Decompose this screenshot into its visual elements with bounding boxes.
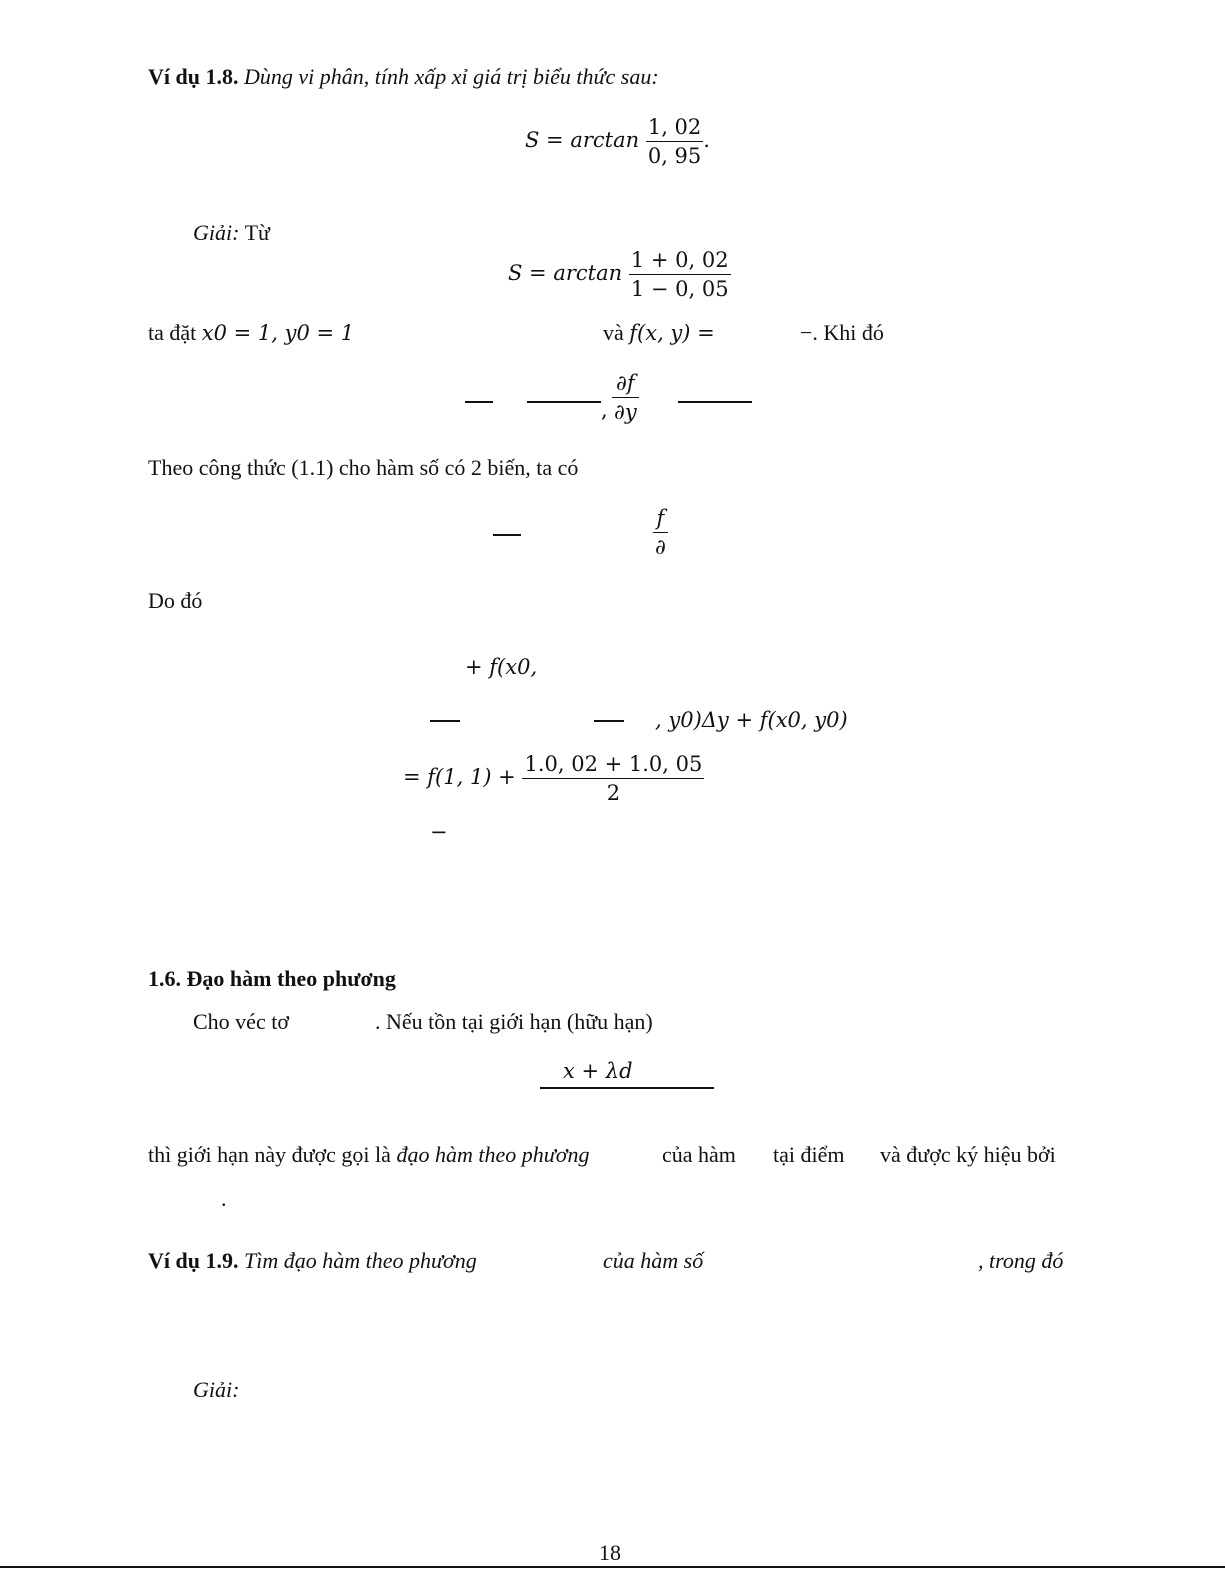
line3-lhs: = f(1, 1) + xyxy=(403,765,516,789)
comma: , xyxy=(601,398,608,422)
partial-f xyxy=(653,506,668,559)
page-bottom-rule xyxy=(0,1566,1225,1568)
fraction-bar xyxy=(493,534,521,536)
formula-reference-text: Theo công thức (1.1) cho hàm số có 2 biến, ta có xyxy=(148,455,579,480)
example-statement-c: , trong đó xyxy=(978,1248,1064,1273)
example-1-8-heading xyxy=(148,64,659,90)
set-prefix: ta đặt xyxy=(148,320,197,345)
example-1-9-heading xyxy=(148,1248,477,1274)
formula-period: . xyxy=(703,128,710,152)
fraction-bar xyxy=(430,720,460,722)
def-text-c: tại điểm xyxy=(773,1142,845,1167)
f-definition: f(x, y) = xyxy=(629,321,715,345)
partial-numerator: ∂f xyxy=(612,371,639,398)
def-term: đạo hàm theo phương xyxy=(396,1142,590,1167)
formula-s-arctan-1 xyxy=(525,115,710,168)
section-title: 1.6. Đạo hàm theo phương xyxy=(148,966,396,991)
def-end: . xyxy=(221,1186,227,1211)
formula-s-arctan-2 xyxy=(508,248,731,301)
function-definition-line xyxy=(603,320,715,346)
solution-intro xyxy=(193,220,270,246)
def-text-a: thì giới hạn này được gọi là xyxy=(148,1142,391,1167)
formula-fraction xyxy=(629,248,731,301)
partial-fy xyxy=(612,371,639,424)
fraction-numerator: 1.0, 02 + 1.0, 05 xyxy=(522,752,704,779)
fraction-bar xyxy=(678,401,752,403)
example-label: Ví dụ 1.9. xyxy=(148,1248,239,1273)
and-text: và xyxy=(603,320,624,345)
fraction-bar xyxy=(465,401,493,403)
section-intro-a: Cho véc tơ xyxy=(193,1009,289,1034)
example-statement-a: Tìm đạo hàm theo phương xyxy=(243,1248,477,1273)
fraction-denominator: 2 xyxy=(606,781,621,805)
fraction-bar xyxy=(527,401,601,403)
def-text-d: và được ký hiệu bởi xyxy=(880,1142,1056,1167)
formula-fraction xyxy=(646,115,703,168)
fraction-numerator: 1, 02 xyxy=(646,115,703,142)
partial-denominator: ∂ xyxy=(655,535,666,559)
definition-line xyxy=(148,1142,589,1168)
set-values: x0 = 1, y0 = 1 xyxy=(201,321,355,345)
fraction-numerator: 1 + 0, 02 xyxy=(629,248,731,275)
fraction-bar xyxy=(594,720,624,722)
partial-denominator: ∂y xyxy=(614,400,637,424)
derivation-line-3 xyxy=(403,752,704,805)
solution-label-2: Giải: xyxy=(193,1377,240,1402)
hence-text: Do đó xyxy=(148,588,203,613)
solution-text: Từ xyxy=(244,220,270,245)
example-label: Ví dụ 1.8. xyxy=(148,64,239,89)
derivation-line-1: + f(x0, xyxy=(465,655,538,679)
example-statement: Dùng vi phân, tính xấp xỉ giá trị biểu thức sau: xyxy=(243,64,659,89)
solution-label: Giải: xyxy=(193,220,240,245)
line3-fraction xyxy=(522,752,704,805)
page-number: 18 xyxy=(599,1540,621,1565)
limit-numerator: x + λd xyxy=(563,1059,633,1083)
fraction-denominator: 0, 95 xyxy=(647,144,702,168)
fraction-denominator: 1 − 0, 05 xyxy=(630,277,729,301)
dash: − xyxy=(800,320,813,345)
then-text: . Khi đó xyxy=(812,320,884,345)
formula-lhs: S = arctan xyxy=(525,128,640,152)
example-statement-b: của hàm số xyxy=(603,1248,704,1273)
limit-fraction-bar xyxy=(540,1087,714,1089)
then-text-line xyxy=(800,320,884,346)
formula-lhs: S = arctan xyxy=(508,261,623,285)
derivation-line-2: , y0)Δy + f(x0, y0) xyxy=(655,708,848,732)
derivation-line-4: − xyxy=(430,820,448,844)
section-intro-b: . Nếu tồn tại giới hạn (hữu hạn) xyxy=(375,1009,653,1034)
set-variables-line xyxy=(148,320,354,346)
def-text-b: của hàm xyxy=(662,1142,736,1167)
partial-numerator: f xyxy=(653,506,668,533)
